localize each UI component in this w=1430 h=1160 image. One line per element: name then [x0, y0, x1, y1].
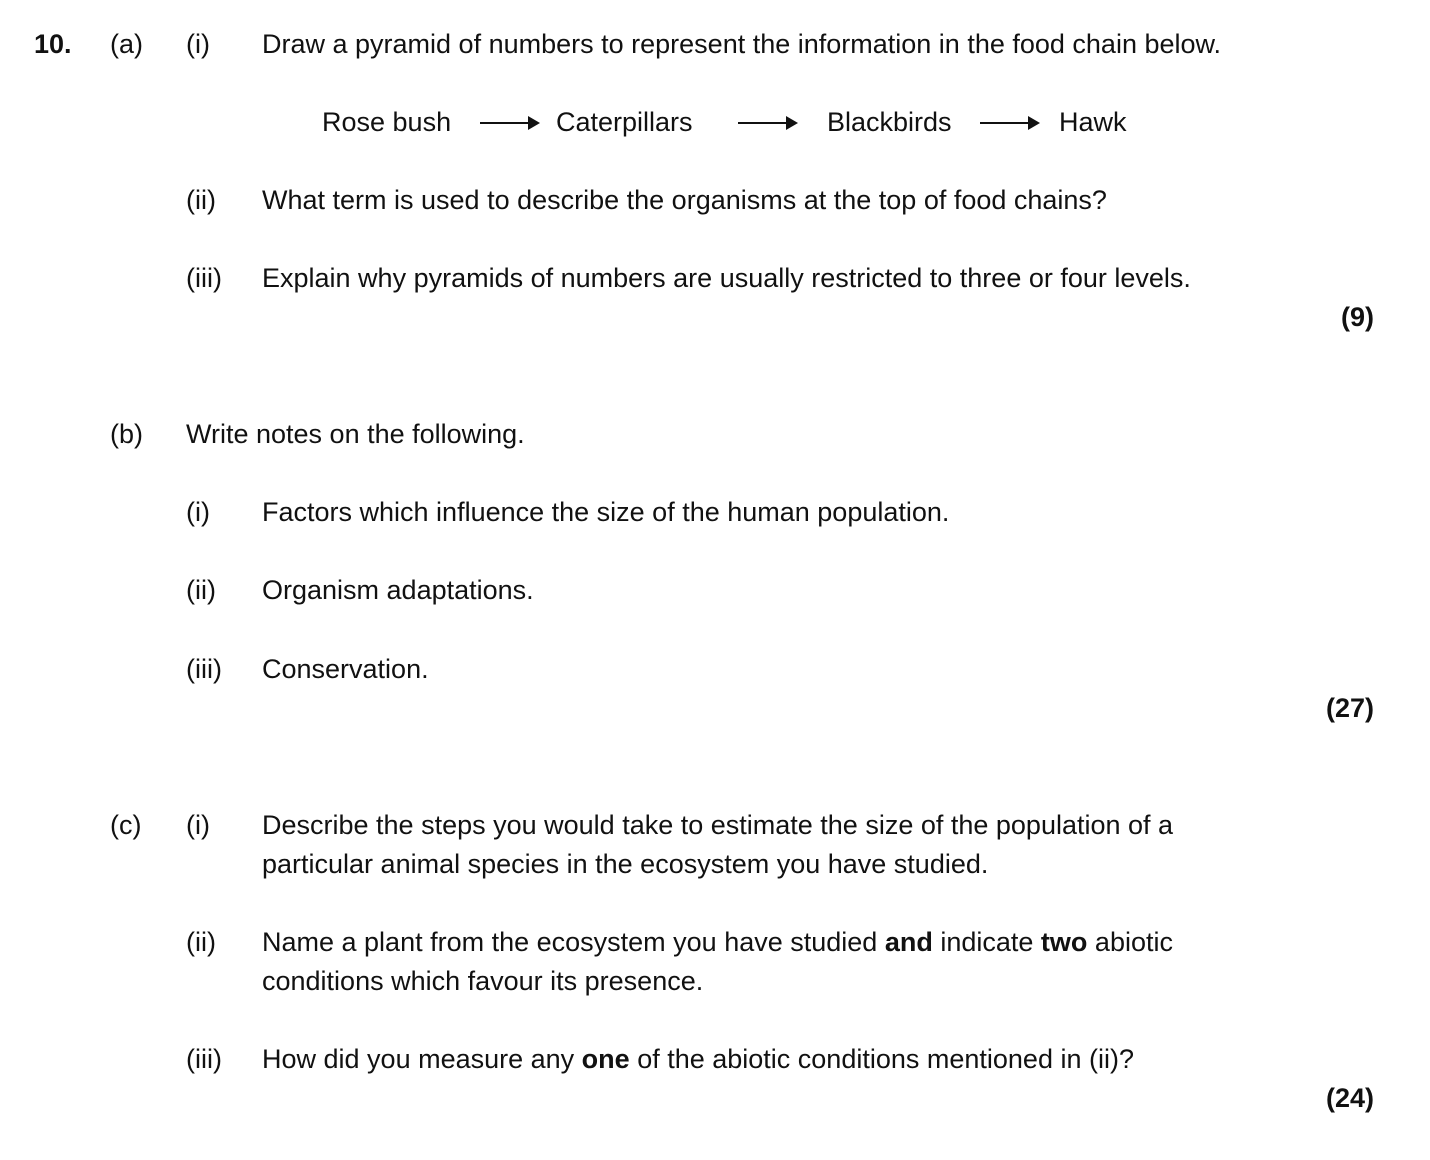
- part-a-ii-label: (ii): [186, 185, 216, 215]
- question-number: 10.: [34, 29, 72, 59]
- part-a-marks: (9): [1341, 302, 1374, 332]
- part-a-ii-text: What term is used to describe the organisms at the top of food chains?: [262, 185, 1107, 215]
- part-b-iii-text: Conservation.: [262, 654, 429, 684]
- part-c-ii-line2: conditions which favour its presence.: [262, 966, 704, 996]
- part-a-iii-label: (iii): [186, 263, 222, 293]
- part-c-ii-text-c: indicate: [932, 927, 1041, 957]
- part-b-iii-label: (iii): [186, 654, 222, 684]
- arrow-icon: [980, 122, 1038, 124]
- part-b-i-label: (i): [186, 497, 210, 527]
- part-b-label: (b): [110, 419, 143, 449]
- part-c-ii-text-a: Name a plant from the ecosystem you have studied: [262, 927, 885, 957]
- part-c-ii-label: (ii): [186, 927, 216, 957]
- part-c-i-line2: particular animal species in the ecosystem you have studied.: [262, 849, 989, 879]
- part-b-intro: Write notes on the following.: [186, 419, 525, 449]
- part-c-i-label: (i): [186, 810, 210, 840]
- arrow-icon: [480, 122, 538, 124]
- part-c-iii-text-c: of the abiotic conditions mentioned in (ii)?: [629, 1044, 1134, 1074]
- part-a-i-label: (i): [186, 29, 210, 59]
- part-c-iii-text: [262, 1041, 1134, 1077]
- part-c-iii-label: (iii): [186, 1044, 222, 1074]
- part-c-marks: (24): [1325, 1083, 1374, 1113]
- part-b-i-text: Factors which influence the size of the human population.: [262, 497, 950, 527]
- part-a-iii-text: Explain why pyramids of numbers are usually restricted to three or four levels.: [262, 263, 1191, 293]
- part-b-ii-text: Organism adaptations.: [262, 575, 534, 605]
- food-chain-hawk: Hawk: [1059, 107, 1127, 137]
- part-b-ii-label: (ii): [186, 575, 216, 605]
- part-c-ii-text-e: abiotic: [1087, 927, 1173, 957]
- part-b-marks: (27): [1325, 693, 1374, 723]
- part-c-ii-emphasis-and: and: [884, 927, 933, 957]
- part-c-ii-emphasis-two: two: [1040, 927, 1088, 957]
- food-chain-blackbirds: Blackbirds: [827, 107, 952, 137]
- part-c-label: (c): [110, 810, 142, 840]
- part-c-iii-emphasis-one: one: [581, 1044, 630, 1074]
- food-chain-caterpillars: Caterpillars: [556, 107, 693, 137]
- part-c-i-line1: Describe the steps you would take to estimate the size of the population of a: [262, 810, 1174, 840]
- part-c-ii-line1: [262, 924, 1173, 960]
- part-c-iii-text-a: How did you measure any: [262, 1044, 582, 1074]
- part-a-label: (a): [110, 29, 143, 59]
- part-a-i-text: Draw a pyramid of numbers to represent the information in the food chain below.: [262, 29, 1222, 59]
- food-chain-rose-bush: Rose bush: [322, 107, 452, 137]
- arrow-icon: [738, 122, 796, 124]
